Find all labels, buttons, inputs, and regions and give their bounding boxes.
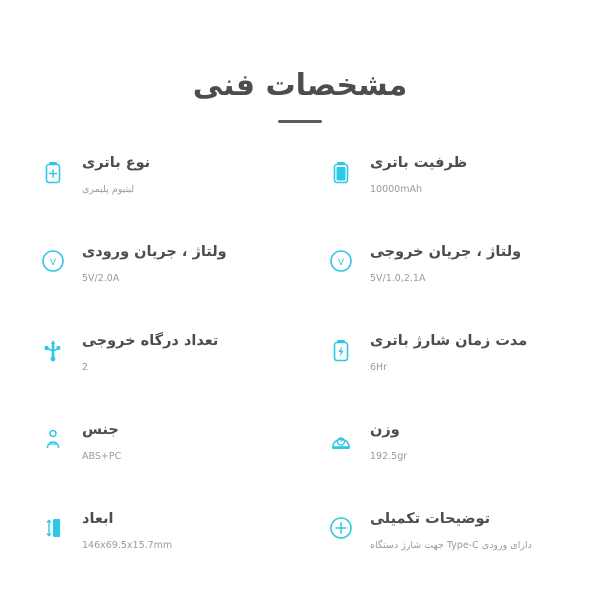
spec-item-weight	[300, 420, 588, 509]
battery-plus-icon	[36, 155, 70, 189]
spec-label: مدت زمان شارژ باتری	[370, 333, 528, 349]
spec-item-input-voltage	[12, 242, 300, 331]
spec-label: توضیحات تکمیلی	[370, 511, 491, 527]
spec-text	[70, 420, 276, 464]
page-title: مشخصات فنی	[192, 68, 408, 103]
spec-text	[70, 331, 276, 375]
battery-full-icon	[324, 155, 358, 189]
plus-circle-icon	[324, 511, 358, 545]
spec-item-output-ports	[12, 331, 300, 420]
spec-value: 5V/1.0,2.1A	[370, 273, 426, 285]
spec-text	[70, 242, 276, 286]
voltage-output-icon	[324, 244, 358, 278]
spec-value: لیتیوم پلیمری	[82, 184, 135, 196]
spec-value: دارای ورودی Type-C جهت شارژ دستگاه	[370, 540, 532, 552]
spec-value: 192.5gr	[370, 451, 408, 463]
spec-label: ولتاژ ، جریان خروجی	[370, 244, 522, 260]
spec-item-output-voltage	[300, 242, 588, 331]
title-divider	[278, 120, 322, 123]
scale-weight-icon	[324, 422, 358, 456]
spec-item-battery-type	[12, 153, 300, 242]
dimensions-icon	[36, 511, 70, 545]
spec-value: 2	[82, 362, 89, 374]
spec-item-battery-capacity	[300, 153, 588, 242]
svg-text:V: V	[337, 258, 345, 268]
spec-label: جنس	[82, 422, 119, 438]
svg-text:V: V	[49, 258, 57, 268]
spec-text	[70, 509, 276, 553]
charging-time-icon	[324, 333, 358, 367]
spec-text	[70, 153, 276, 197]
spec-text	[358, 509, 564, 553]
spec-item-charging-time	[300, 331, 588, 420]
usb-ports-icon	[36, 333, 70, 367]
spec-item-material	[12, 420, 300, 509]
spec-value: ABS+PC	[82, 451, 122, 463]
spec-label: ولتاژ ، جریان ورودی	[82, 244, 227, 260]
spec-label: وزن	[370, 422, 400, 438]
spec-text	[358, 331, 564, 375]
spec-label: ظرفیت باتری	[370, 155, 468, 171]
spec-text	[358, 153, 564, 197]
spec-label: تعداد درگاه خروجی	[82, 333, 219, 349]
spec-text	[358, 242, 564, 286]
spec-label: ابعاد	[82, 511, 114, 527]
spec-value: 6Hr	[370, 362, 388, 374]
spec-value: 5V/2.0A	[82, 273, 120, 285]
voltage-input-icon	[36, 244, 70, 278]
spec-item-dimensions	[12, 509, 300, 598]
specs-grid	[0, 153, 600, 598]
spec-item-extra-notes	[300, 509, 588, 598]
spec-label: نوع باتری	[82, 155, 151, 171]
material-icon	[36, 422, 70, 456]
spec-text	[358, 420, 564, 464]
spec-value: 10000mAh	[370, 184, 422, 196]
spec-value: 146x69.5x15.7mm	[82, 540, 173, 552]
